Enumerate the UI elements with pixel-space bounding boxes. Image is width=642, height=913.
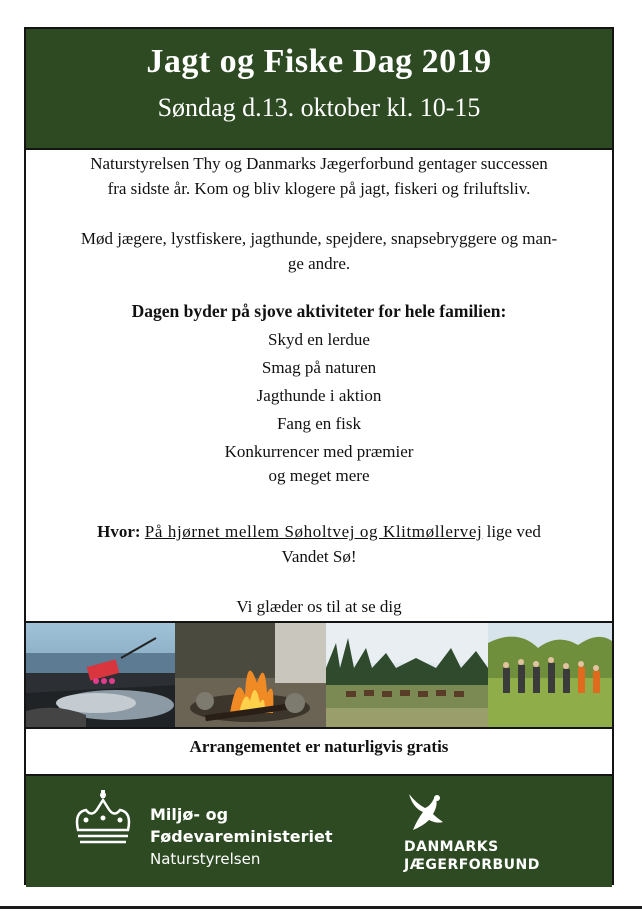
bird-logo-icon xyxy=(403,790,447,838)
activity-item: og meget mere xyxy=(268,466,370,485)
fishing-photo-icon xyxy=(26,623,175,727)
location-rest-1: lige ved xyxy=(482,522,541,541)
agency-name: Naturstyrelsen xyxy=(150,850,261,868)
bottom-divider xyxy=(0,906,642,909)
campfire-photo-icon xyxy=(175,623,326,727)
photo-strip xyxy=(26,621,612,729)
people-gathering-photo-icon xyxy=(488,623,612,727)
meet-line-1: Mød jægere, lystfiskere, jagthunde, spejdere, snapsebryggere og man- xyxy=(80,229,558,248)
djf-logo-text xyxy=(404,838,540,874)
activities-heading: Dagen byder på sjove aktiviteter for hele familien: xyxy=(131,301,507,321)
poster-header xyxy=(26,29,612,150)
location-label: Hvor: xyxy=(97,522,141,541)
ministry-line-2: Fødevareministeriet xyxy=(150,827,333,846)
ministry-logo-text xyxy=(150,804,332,848)
location-paragraph xyxy=(34,519,604,569)
intro-line-2: fra sidste år. Kom og bliv klogere på jagt, fiskeri og friluftsliv. xyxy=(107,179,531,198)
activity-item: Smag på naturen xyxy=(261,358,377,377)
djf-line-2: JÆGERFORBUND xyxy=(404,857,540,873)
free-admission-text: Arrangementet er naturligvis gratis xyxy=(189,737,449,756)
ministry-line-1: Miljø- og xyxy=(150,805,229,824)
meet-line-2: ge andre. xyxy=(287,254,351,273)
event-poster xyxy=(24,27,614,885)
location-link[interactable]: På hjørnet mellem Søholtvej og Klitmøllervej xyxy=(144,522,483,541)
activity-item: Skyd en lerdue xyxy=(268,330,370,349)
activity-item: Fang en fisk xyxy=(276,414,362,433)
djf-line-1: DANMARKS xyxy=(404,839,499,855)
meet-paragraph xyxy=(34,226,604,276)
closing-text: Vi glæder os til at se dig xyxy=(236,597,402,616)
page-title: Jagt og Fiske Dag 2019 xyxy=(146,43,492,80)
crown-icon xyxy=(70,790,136,854)
poster-footer xyxy=(26,774,612,887)
event-date: Søndag d.13. oktober kl. 10-15 xyxy=(157,93,481,122)
intro-line-1: Naturstyrelsen Thy og Danmarks Jægerforbund gentager successen xyxy=(90,154,548,173)
deer-herd-photo-icon xyxy=(326,623,488,727)
activity-item: Jagthunde i aktion xyxy=(256,386,382,405)
location-rest-2: Vandet Sø! xyxy=(281,547,357,566)
intro-paragraph xyxy=(34,151,604,201)
activity-item: Konkurrencer med præmier xyxy=(224,442,414,461)
